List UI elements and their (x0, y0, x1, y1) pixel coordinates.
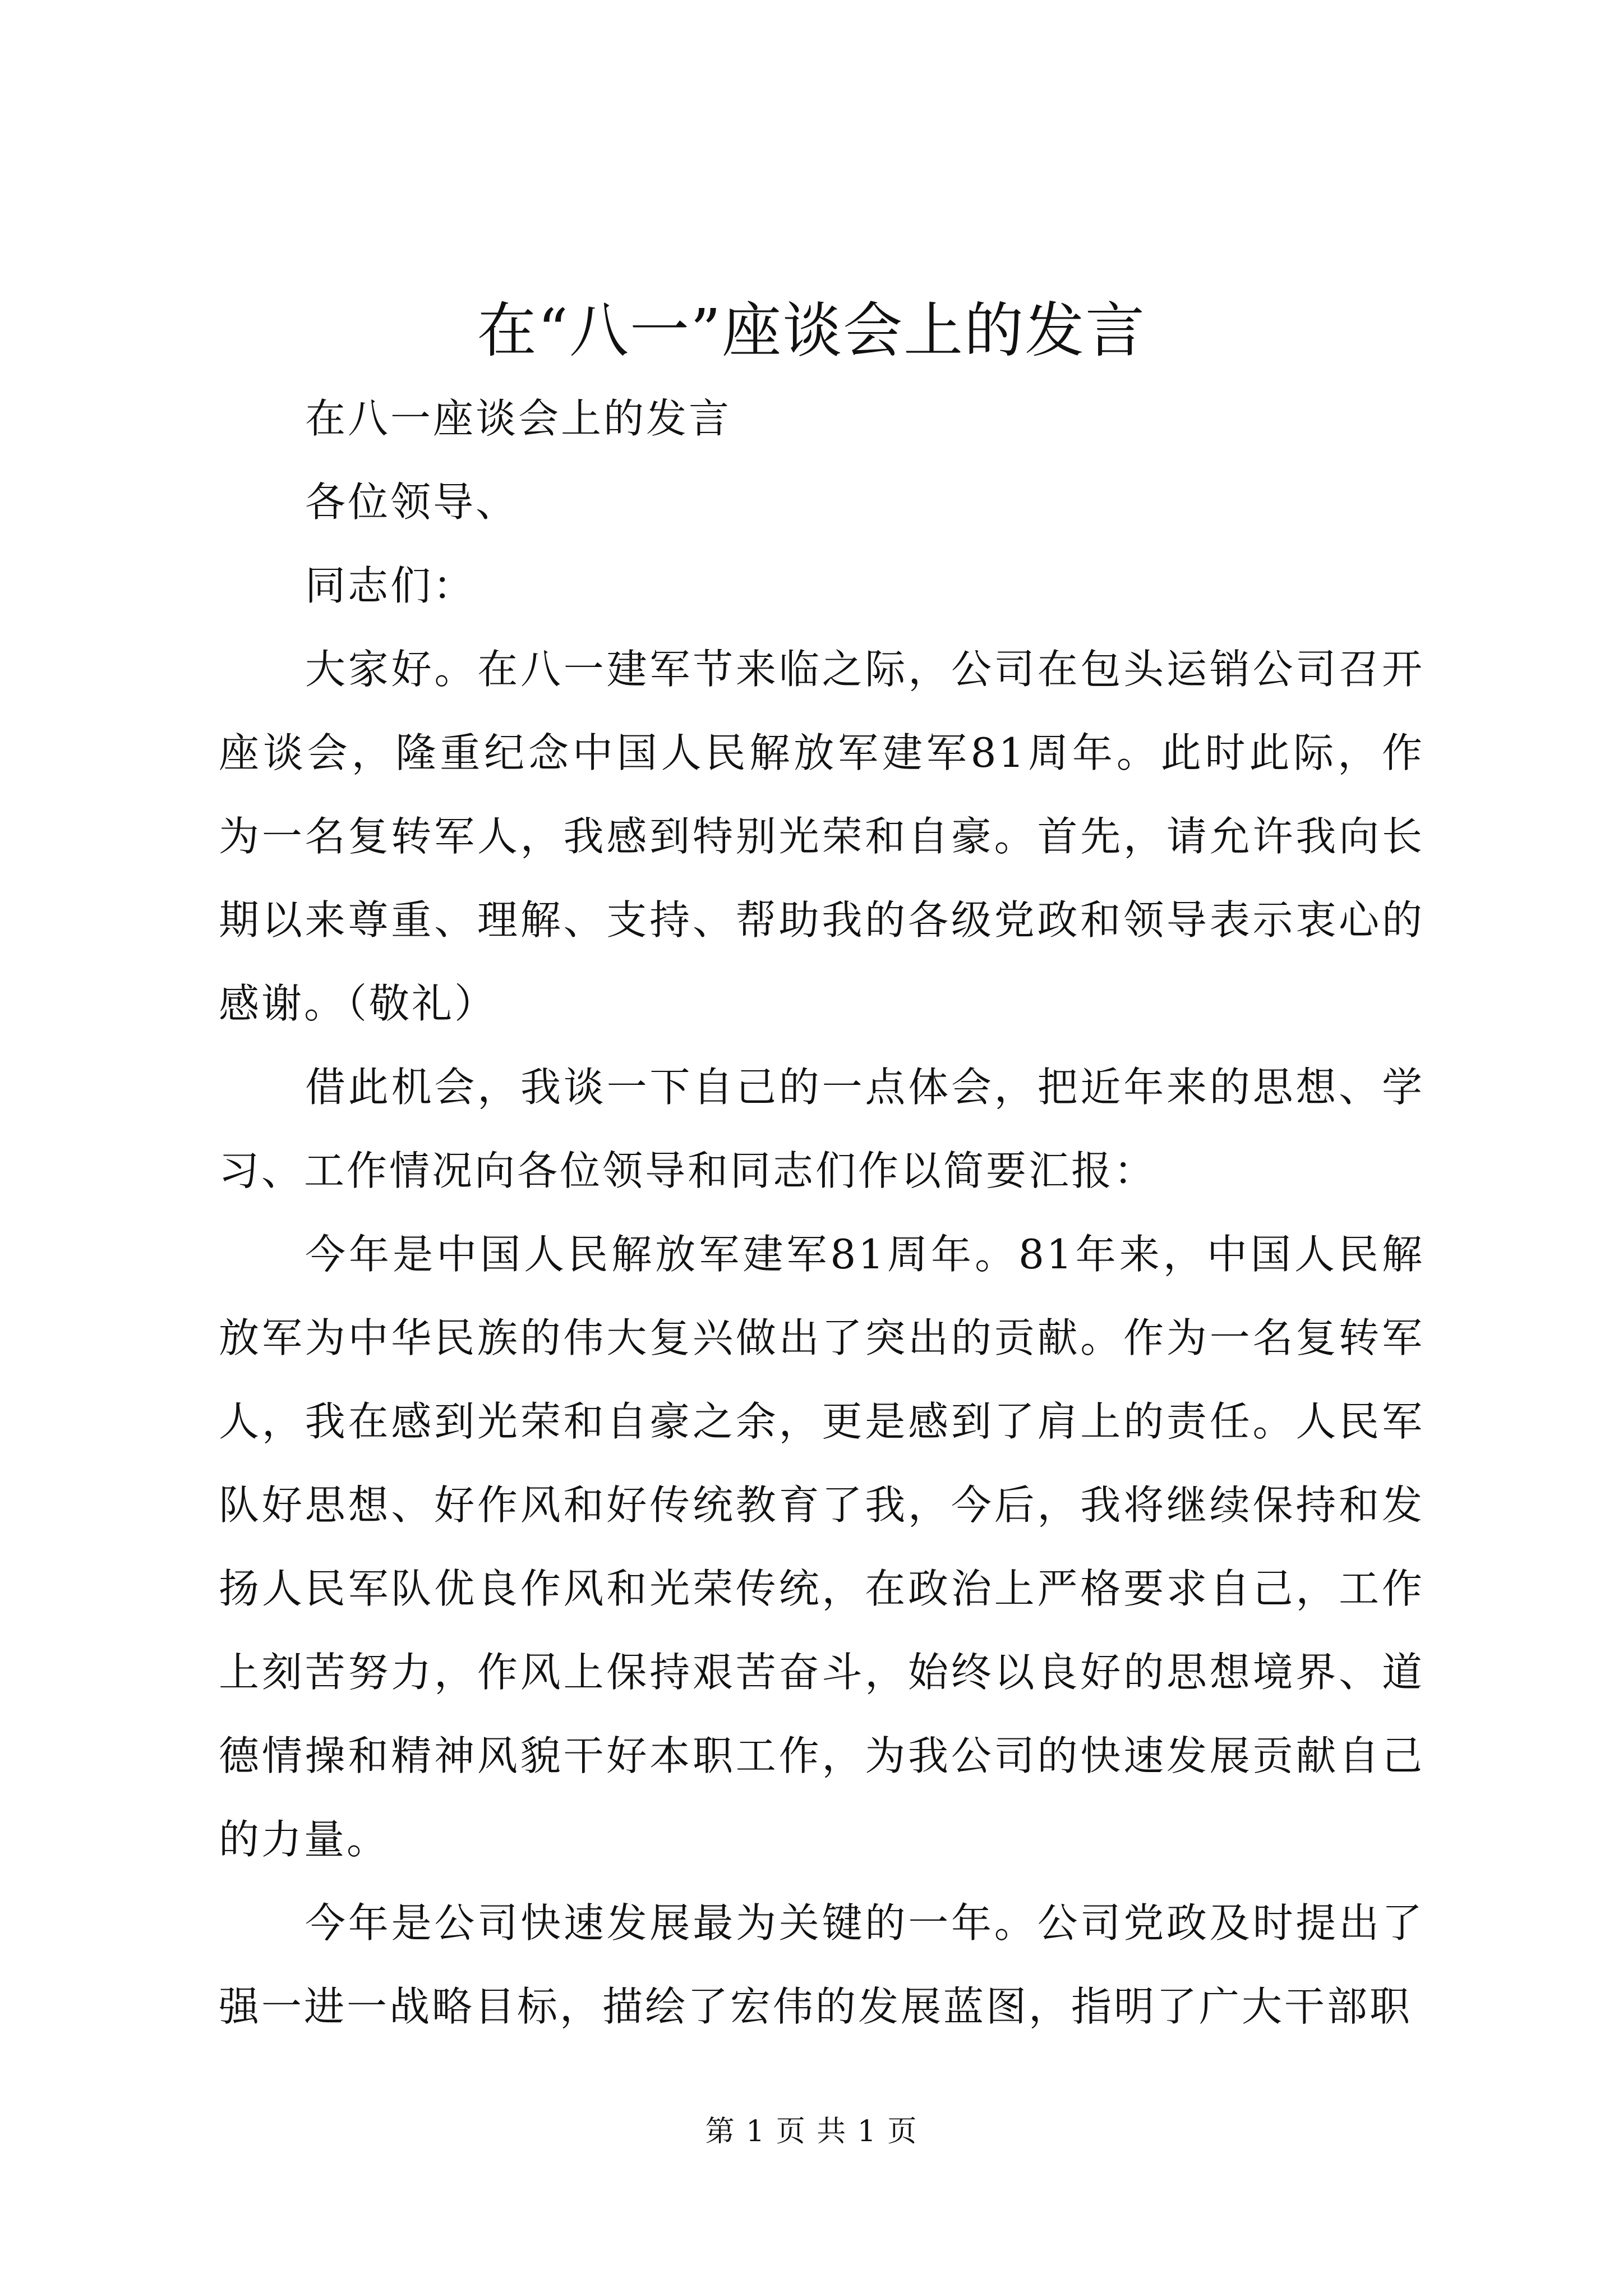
paragraph-company-development: 今年是公司快速发展最为关键的一年。公司党政及时提出了强一进一战略目标，描绘了宏伟的发展蓝图，指明了广大干部职 (219, 1899, 1424, 2030)
paragraph-introduction: 借此机会，我谈一下自己的一点体会，把近年来的思想、学习、工作情况向各位领导和同志们作以简要汇报： (219, 1064, 1424, 1194)
paragraph-greeting: 大家好。在八一建军节来临之际，公司在包头运销公司召开座谈会，隆重纪念中国人民解放军建军81周年。此时此际，作为一名复转军人，我感到特别光荣和自豪。首先，请允许我向长期以来尊重、理解、支持、帮助我的各级党政和领导表示衷心的感谢。（敬礼） (219, 646, 1424, 1027)
paragraph-heading: 在八一座谈会上的发言 (305, 395, 732, 442)
page-footer: 第 1 页 共 1 页 (705, 2115, 918, 2148)
document-body (219, 377, 1424, 2049)
paragraph-salutation-comrades: 同志们： (305, 562, 476, 609)
paragraph-salutation-leaders: 各位领导、 (305, 478, 519, 526)
document-title: 在“八一”座谈会上的发言 (477, 296, 1146, 365)
paragraph-anniversary: 今年是中国人民解放军建军81周年。81年来，中国人民解放军为中华民族的伟大复兴做出了突出的贡献。作为一名复转军人，我在感到光荣和自豪之余，更是感到了肩上的责任。人民军队好思想、好作风和好传统教育了我，今后，我将继续保持和发扬人民军队优良作风和光荣传统，在政治上严格要求自己，工作上刻苦努力，作风上保持艰苦奋斗，始终以良好的思想境界、道德情操和精神风貌干好本职工作，为我公司的快速发展贡献自己的力量。 (219, 1231, 1424, 1863)
